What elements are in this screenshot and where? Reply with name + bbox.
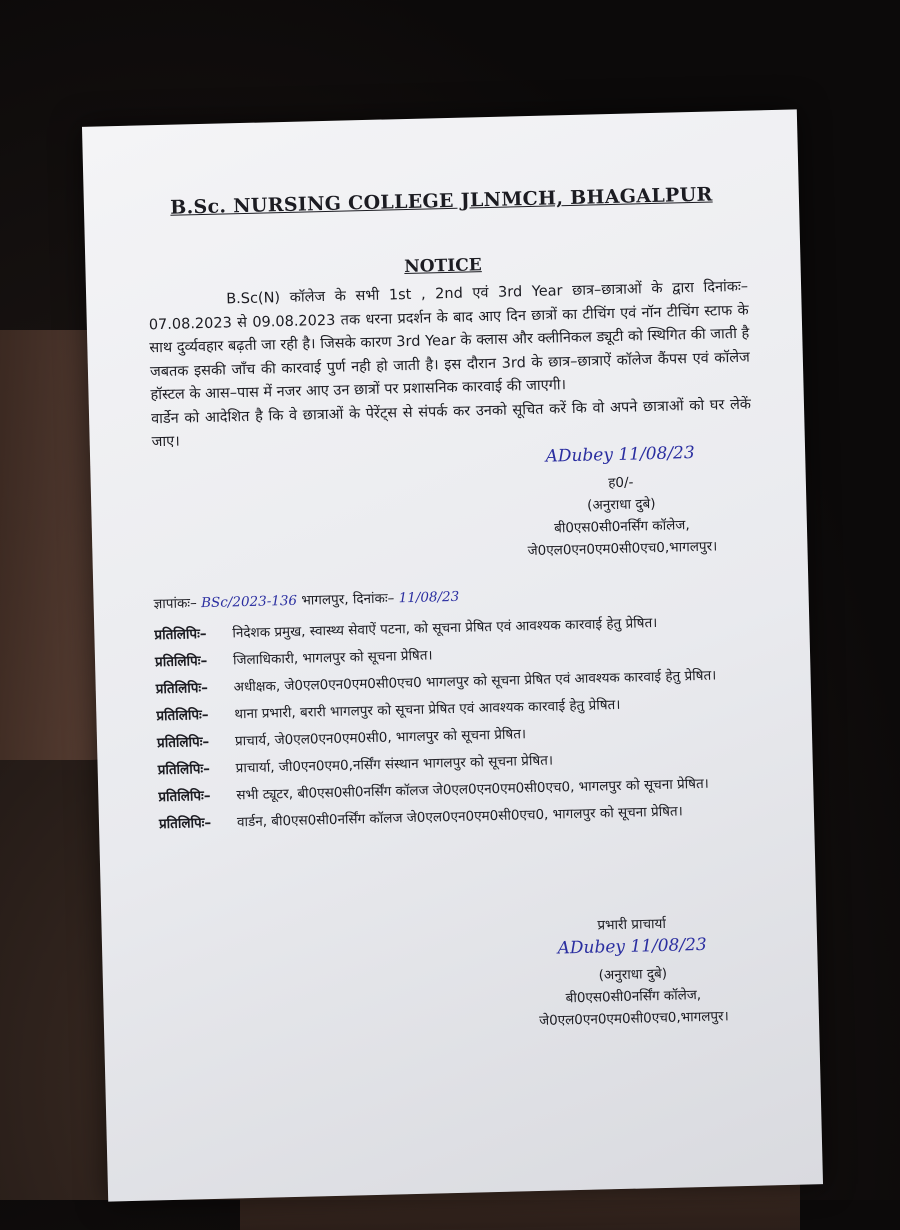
copy-label: प्रतिलिपिः–	[154, 626, 207, 644]
signatory-role: प्रभारी प्राचार्या	[597, 915, 667, 934]
handwritten-signature-2: ADubey 11/08/23	[557, 934, 707, 959]
reference-place: भागलपुर, दिनांकः–	[301, 590, 395, 609]
copy-text: अधीक्षक, जे0एल0एन0एम0सी0एच0 भागलपुर को सूचना प्रेषित एवं आवश्यक कारवाई हेतु प्रेषित।	[233, 667, 717, 696]
notice-title: NOTICE	[404, 255, 482, 278]
copy-text: वार्डन, बी0एस0सी0नर्सिंग कॉलज जे0एल0एन0एम0सी0एच0, भागलपुर को सूचना प्रेषित।	[236, 803, 683, 831]
notice-paragraph-1: B.Sc(N) कॉलेज के सभी 1st , 2nd एवं 3rd Year छात्र–छात्राओं के द्वारा दिनांकः– 07.08.2023 से 09.08.2023 तक धरना प्रदर्शन के बाद आए दिन छात्रों का टीचिंग एवं नॉन टीचिंग स्टाफ के साथ दुर्व्यवहार बढ़ती जा रही है। जिसके कारण 3rd Year के क्लास और क्लीनिकल ड्यूटी को स्थिगित की जाती है जबतक इसकी जाँच की कारवाई पुर्ण नही हो जाती है। इस दौरान 3rd के छात्र–छात्राऐं कॉलेज कैंपस एवं कॉलेज हॉस्टल के आस–पास में नजर आए उन छात्रों पर प्रशासनिक कारवाई की जाएगी।	[148, 278, 750, 404]
notice-paragraph-2: वार्डेन को आदेशित है कि वे छात्राओं के पेरेंट्स से संपर्क कर उनको सूचित करें कि वो अपने छात्राओं को घर लेकें जाए।	[150, 396, 752, 451]
signatory-line1-1: बी0एस0सी0नर्सिंग कॉलेज,	[553, 517, 690, 537]
reference-label: ज्ञापांकः–	[153, 595, 198, 613]
handwritten-signature-1: ADubey 11/08/23	[545, 443, 695, 467]
signatory-line2-1: जे0एल0एन0एम0सी0एच0,भागलपुर।	[527, 538, 718, 560]
sign-prefix: ह0/-	[608, 474, 634, 492]
signatory-name-1: (अनुराधा दुबे)	[587, 495, 656, 514]
signatory-line1-2: बी0एस0सी0नर्सिंग कॉलेज,	[565, 987, 702, 1007]
signatory-name-2: (अनुराधा दुबे)	[598, 965, 668, 984]
copy-text: सभी ट्यूटर, बी0एस0सी0नर्सिंग कॉलज जे0एल0एन0एम0सी0एच0, भागलपुर को सूचना प्रेषित।	[236, 775, 709, 804]
notice-body	[148, 276, 752, 455]
notice-paper	[82, 109, 823, 1201]
copy-label: प्रतिलिपिः–	[158, 814, 212, 833]
copy-list	[154, 610, 774, 841]
copy-label: प्रतिलिपिः–	[156, 706, 209, 725]
reference-number: BSc/2023-136	[200, 592, 298, 612]
signature-block-2	[501, 911, 764, 1033]
reference-date: 11/08/23	[398, 588, 460, 607]
copy-label: प्रतिलिपिः–	[158, 787, 211, 806]
copy-text: थाना प्रभारी, बरारी भागलपुर को सूचना प्रेषित एवं आवश्यक कारवाई हेतु प्रेषित।	[234, 696, 621, 723]
college-header: B.Sc. NURSING COLLEGE JLNMCH, BHAGALPUR	[169, 183, 713, 219]
reference-line	[153, 578, 763, 615]
copy-label: प्रतिलिपिः–	[154, 652, 208, 671]
copy-label: प्रतिलिपिः–	[156, 733, 210, 752]
signatory-line2-2: जे0एल0एन0एम0सी0एच0,भागलपुर।	[538, 1008, 729, 1029]
signature-block-1	[490, 441, 753, 563]
copy-text: निदेशक प्रमुख, स्वास्थ्य सेवाऐं पटना, को सूचना प्रेषित एवं आवश्यक कारवाई हेतु प्रेषित।	[232, 614, 658, 642]
copy-text: जिलाधिकारी, भागलपुर को सूचना प्रेषित।	[232, 647, 433, 669]
copy-label: प्रतिलिपिः–	[155, 679, 209, 698]
copy-text: प्राचार्य, जे0एल0एन0एम0सी0, भागलपुर को सूचना प्रेषित।	[234, 726, 527, 750]
copy-text: प्राचार्या, जी0एन0एम0,नर्सिंग संस्थान भागलपुर को सूचना प्रेषित।	[235, 752, 554, 777]
copy-label: प्रतिलिपिः–	[157, 760, 211, 779]
